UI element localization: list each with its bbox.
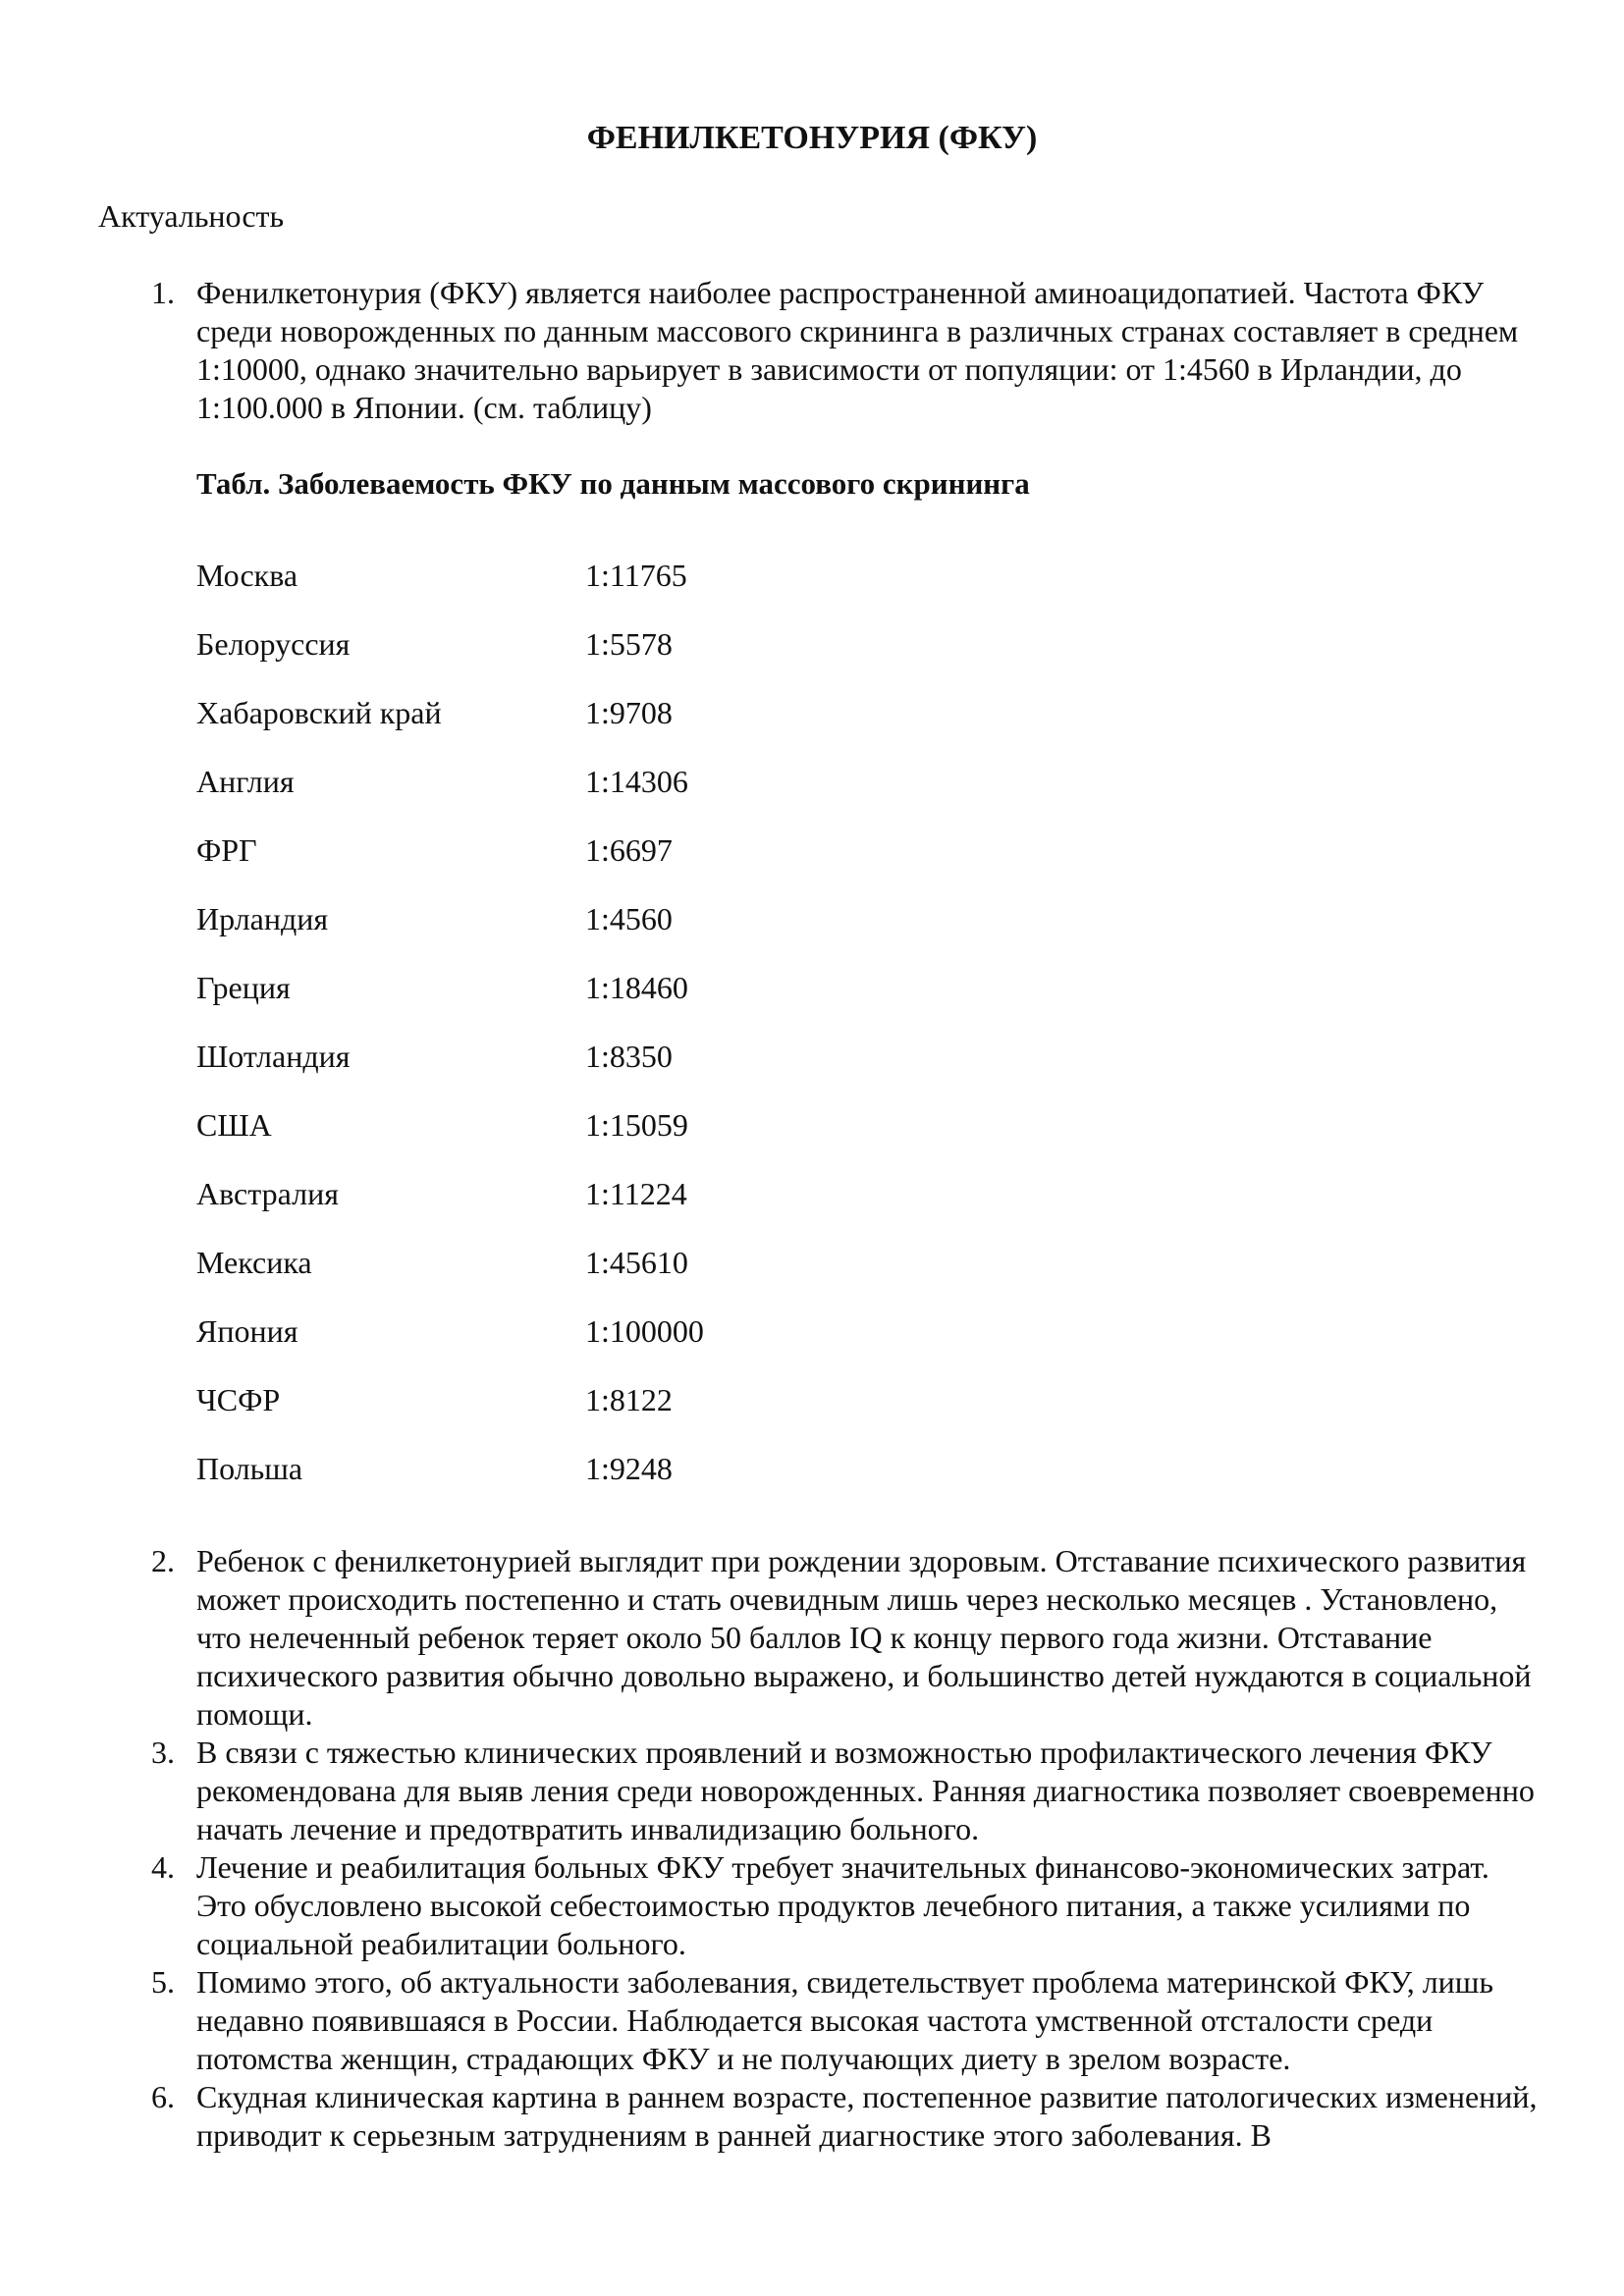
table-cell-country: ЧСФР	[196, 1382, 281, 1417]
table-cell-country: Греция	[196, 970, 291, 1005]
table-row	[0, 693, 1624, 732]
table-row	[0, 1174, 1624, 1213]
table-row	[0, 1243, 1624, 1282]
table-cell-country: Австралия	[196, 1176, 339, 1211]
table-row	[0, 556, 1624, 595]
table-row	[0, 1380, 1624, 1419]
table-cell-rate: 1:9708	[585, 695, 673, 730]
table-cell-country: Ирландия	[196, 901, 329, 936]
table-cell-country: Москва	[196, 558, 298, 593]
table-row	[0, 1105, 1624, 1145]
table-cell-rate: 1:4560	[585, 901, 673, 936]
list-item-number: 6.	[151, 2079, 175, 2114]
table-row	[0, 1311, 1624, 1351]
table-cell-rate: 1:45610	[585, 1245, 688, 1280]
list-item-text: Помимо этого, об актуальности заболевания, свидетельствует проблема материнской ФКУ, лишь недавно появившаяся в России. Наблюдается высокая частота умственной отсталости среди потомства женщин, страдающих ФКУ и не получающих диету в зрелом возрасте.	[196, 1964, 1494, 2076]
table-row	[0, 1449, 1624, 1488]
table-cell-rate: 1:14306	[585, 764, 688, 799]
table-row	[0, 1037, 1624, 1076]
list-item-text: Фенилкетонурия (ФКУ) является наиболее распространенной аминоацидопатией. Частота ФКУ среди новорожденных по данным массового скрининга в различных странах составляет в среднем 1:10000, однако значительно варьирует в зависимости от популяции: от 1:4560 в Ирландии, до 1:100.000 в Японии. (см. таблицу)	[196, 275, 1519, 425]
table-cell-rate: 1:11765	[585, 558, 687, 593]
table-cell-rate: 1:9248	[585, 1451, 673, 1486]
list-item-text: Скудная клиническая картина в раннем возрасте, постепенное развитие патологических изменений, приводит к серьезным затруднениям в ранней диагностике этого заболевания. В	[196, 2079, 1538, 2153]
table-row	[0, 830, 1624, 870]
list-item-number: 3.	[151, 1735, 175, 1770]
section-heading: Актуальность	[98, 198, 285, 234]
list-item-number: 2.	[151, 1543, 175, 1578]
table-row	[0, 899, 1624, 938]
table-cell-rate: 1:18460	[585, 970, 688, 1005]
table-cell-country: Англия	[196, 764, 295, 799]
list-item-number: 1.	[151, 275, 175, 310]
table-cell-country: ФРГ	[196, 832, 257, 868]
table-cell-country: Япония	[196, 1313, 298, 1349]
document-title: ФЕНИЛКЕТОНУРИЯ (ФКУ)	[586, 120, 1038, 156]
table-row	[0, 762, 1624, 801]
table-cell-country: Мексика	[196, 1245, 312, 1280]
table-cell-country: Польша	[196, 1451, 303, 1486]
table-cell-rate: 1:8122	[585, 1382, 673, 1417]
table-cell-rate: 1:100000	[585, 1313, 704, 1349]
table-cell-country: Белоруссия	[196, 626, 351, 662]
table-cell-rate: 1:5578	[585, 626, 673, 662]
table-cell-rate: 1:8350	[585, 1039, 673, 1074]
table-cell-rate: 1:11224	[585, 1176, 687, 1211]
list-item-text: В связи с тяжестью клинических проявлений и возможностью профилактического лечения ФКУ рекомендована для выяв ления среди новорожденных. Ранняя диагностика позволяет своевременно начать лечение и предотвратить инвалидизацию больного.	[196, 1735, 1535, 1846]
table-row	[0, 624, 1624, 664]
list-item-number: 4.	[151, 1849, 175, 1885]
table-cell-rate: 1:6697	[585, 832, 673, 868]
list-item-text: Ребенок с фенилкетонурией выглядит при рождении здоровым. Отставание психического развития может происходить постепенно и стать очевидным лишь через несколько месяцев . Установлено, что нелеченный ребенок теряет около 50 баллов IQ к концу первого года жизни. Отставание психического развития обычно довольно выражено, и большинство детей нуждаются в социальной помощи.	[196, 1543, 1532, 1732]
list-item-text: Лечение и реабилитация больных ФКУ требует значительных финансово-экономических затрат. Это обусловлено высокой себестоимостью продуктов лечебного питания, а также усилиями по социальной реабилитации больного.	[196, 1849, 1489, 1961]
table-cell-country: США	[196, 1107, 272, 1143]
table-cell-country: Шотландия	[196, 1039, 351, 1074]
list-item-number: 5.	[151, 1964, 175, 2000]
table-cell-country: Хабаровский край	[196, 695, 442, 730]
table-caption: Табл. Заболеваемость ФКУ по данным массового скрининга	[196, 466, 1030, 501]
table-cell-rate: 1:15059	[585, 1107, 688, 1143]
table-row	[0, 968, 1624, 1007]
